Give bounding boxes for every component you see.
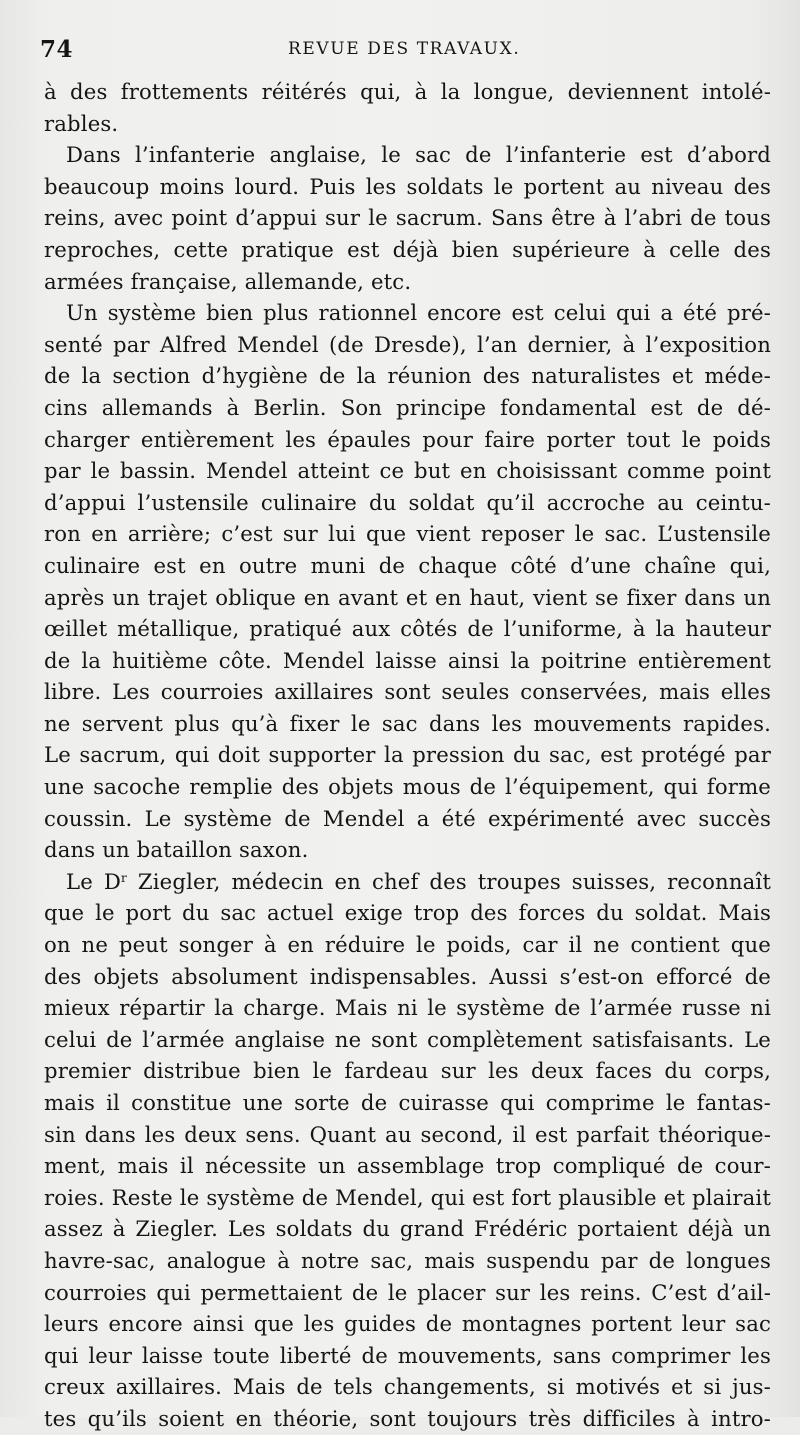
page-number: 74 xyxy=(40,36,74,63)
page-header xyxy=(40,36,772,64)
text-line: qui leur laisse toute liberté de mouvements, sans comprimer les xyxy=(44,1342,771,1368)
text-line: rables. xyxy=(44,110,119,136)
text-line: à des frottements réitérés qui, à la longue, deviennent intolé- xyxy=(44,79,771,104)
text-line: culinaire est en outre muni de chaque côté d’une chaîne qui, xyxy=(44,552,771,578)
text-line: on ne peut songer à en réduire le poids, car il ne contient que xyxy=(44,932,771,958)
text-line: cins allemands à Berlin. Son principe fondamental est de dé- xyxy=(44,394,771,420)
text-line: celui de l’armée anglaise ne sont complètement satisfaisants. Le xyxy=(44,1026,771,1052)
text-line: dans un bataillon saxon. xyxy=(44,837,309,863)
text-line: reins, avec point d’appui sur le sacrum. Sans être à l’abri de tous xyxy=(44,205,771,231)
text-line: premier distribue bien le fardeau sur les deux faces du corps, xyxy=(44,1058,771,1084)
text-line: par le bassin. Mendel atteint ce but en choisissant comme point xyxy=(44,458,771,484)
text-line: reproches, cette pratique est déjà bien supérieure à celle des xyxy=(44,236,771,262)
text-line: œillet métallique, pratiqué aux côtés de l’uniforme, à la hauteur xyxy=(44,616,771,642)
text-line: havre-sac, analogue à notre sac, mais suspendu par de longues xyxy=(44,1247,771,1273)
text-line: armées française, allemande, etc. xyxy=(44,268,412,294)
text-line: charger entièrement les épaules pour faire porter tout le poids xyxy=(44,426,771,452)
text-line: Le $D^r$ Ziegler, médecin en chef des troupes suisses, reconnaît xyxy=(66,868,771,894)
text-line: libre. Les courroies axillaires sont seules conservées, mais elles xyxy=(44,679,771,705)
text-line: ne servent plus qu’à fixer le sac dans les mouvements rapides. xyxy=(44,710,771,736)
body-text xyxy=(44,76,771,1435)
text-line: senté par Alfred Mendel (de Dresde), l’an dernier, à l’exposition xyxy=(44,331,771,357)
text-line: d’appui l’ustensile culinaire du soldat qu’il accroche au ceintu- xyxy=(44,489,771,515)
text-line: de la section d’hygiène de la réunion des naturalistes et méde- xyxy=(44,363,771,389)
text-line: assez à Ziegler. Les soldats du grand Frédéric portaient déjà un xyxy=(44,1216,771,1242)
text-line: coussin. Le système de Mendel a été expérimenté avec succès xyxy=(44,805,771,831)
text-line: beaucoup moins lourd. Puis les soldats le portent au niveau des xyxy=(44,173,771,199)
text-line: mais il constitue une sorte de cuirasse qui comprime le fantas- xyxy=(44,1090,771,1115)
text-line: ment, mais il nécessite un assemblage trop compliqué de cour- xyxy=(44,1153,771,1179)
text-line: que le port du sac actuel exige trop des forces du soldat. Mais xyxy=(44,900,771,926)
text-line: Le sacrum, qui doit supporter la pression du sac, est protégé par xyxy=(44,742,771,768)
text-line: Un système bien plus rationnel encore est celui qui a été pré- xyxy=(66,300,771,326)
text-line: leurs encore ainsi que les guides de montagnes portent leur sac xyxy=(44,1311,771,1337)
text-line: ron en arrière; c’est sur lui que vient reposer le sac. L’ustensile xyxy=(44,521,771,547)
text-line: de la huitième côte. Mendel laisse ainsi la poitrine entièrement xyxy=(44,647,771,673)
text-line: mieux répartir la charge. Mais ni le système de l’armée russe ni xyxy=(44,995,771,1021)
text-line: courroies qui permettaient de le placer sur les reins. C’est d’ail- xyxy=(44,1279,771,1305)
text-line: après un trajet oblique en avant et en haut, vient se fixer dans un xyxy=(44,584,771,610)
text-line: creux axillaires. Mais de tels changements, si motivés et si jus- xyxy=(44,1374,771,1400)
text-line: sin dans les deux sens. Quant au second, il est parfait théorique- xyxy=(44,1121,771,1147)
running-title: REVUE DES TRAVAUX. xyxy=(288,39,521,59)
text-line: roies. Reste le système de Mendel, qui est fort plausible et plairait xyxy=(44,1184,771,1210)
text-line: tes qu’ils soient en théorie, sont toujours très difficiles à intro- xyxy=(44,1405,771,1431)
text-line: des objets absolument indispensables. Aussi s’est-on efforcé de xyxy=(44,963,771,989)
text-line: une sacoche remplie des objets mous de l’équipement, qui forme xyxy=(44,774,771,800)
text-line: Dans l’infanterie anglaise, le sac de l’infanterie est d’abord xyxy=(66,142,771,168)
